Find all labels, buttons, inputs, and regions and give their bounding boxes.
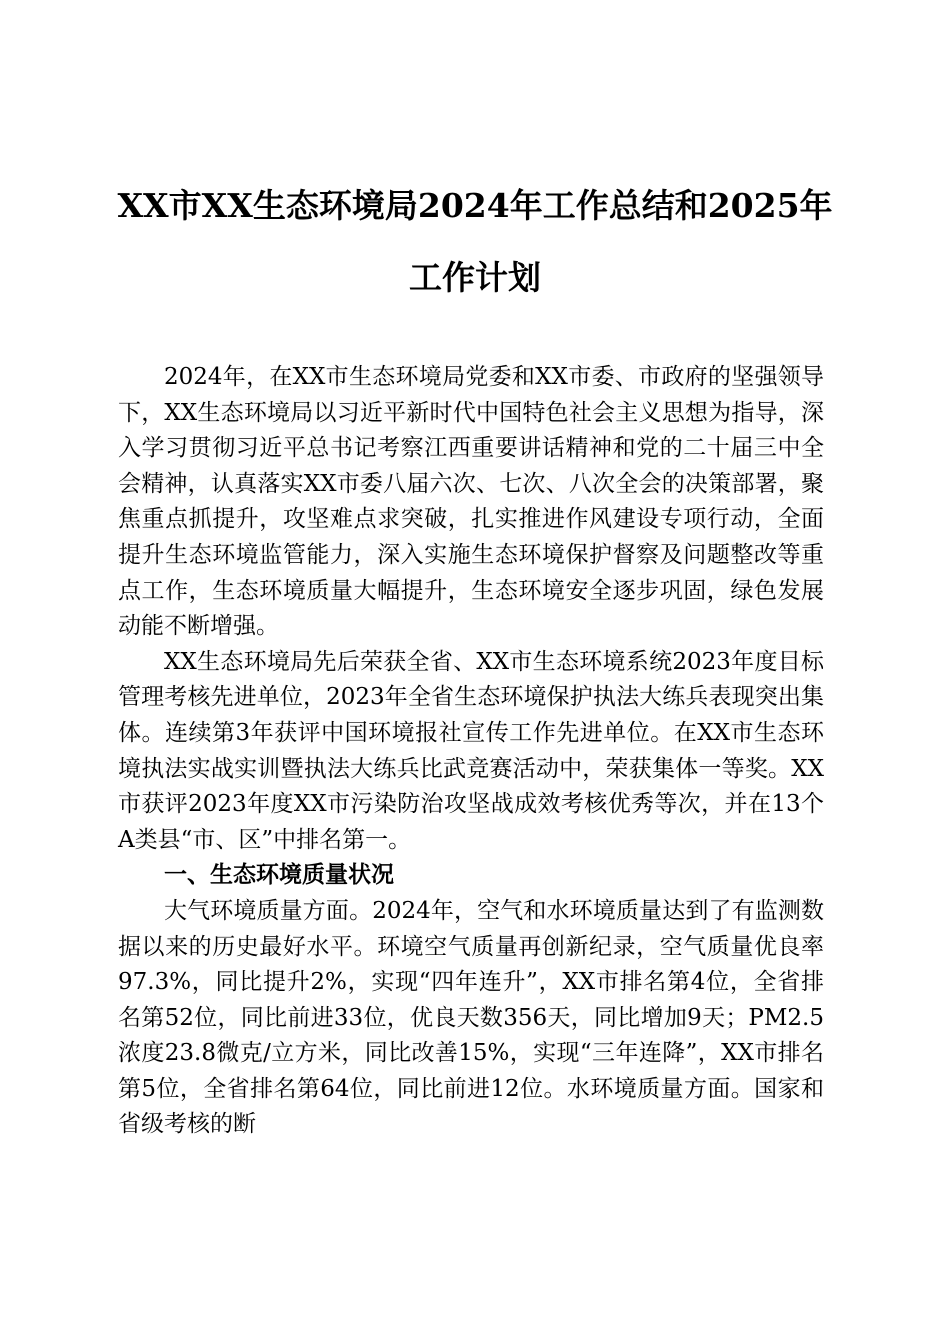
paragraph-intro: 2024年，在XX市生态环境局党委和XX市委、市政府的坚强领导下，XX生态环境局以习近平新时代中国特色社会主义思想为指导，深入学习贯彻习近平总书记考察江西重要讲话精神和党的二十届三中全会精神，认真落实XX市委八届六次、七次、八次全会的决策部署，聚焦重点抓提升，攻坚难点求突破，扎实推进作风建设专项行动，全面提升生态环境监管能力，深入实施生态环境保护督察及问题整改等重点工作，生态环境质量大幅提升，生态环境安全逐步巩固，绿色发展动能不断增强。 xyxy=(118,364,824,640)
section-heading-environment-quality: 一、生态环境质量状况 xyxy=(164,862,394,889)
document-body xyxy=(118,360,824,1143)
paragraph-air-quality: 大气环境质量方面。2024年，空气和水环境质量达到了有监测数据以来的历史最好水平。环境空气质量再创新纪录，空气质量优良率97.3%，同比提升2%，实现“四年连升”，XX市排名第4位，全省排名第52位，同比前进33位，优良天数356天，同比增加9天；PM2.5浓度23.8微克/立方米，同比改善15%，实现“三年连降”，XX市排名第5位，全省排名第64位，同比前进12位。水环境质量方面。国家和省级考核的断 xyxy=(118,897,824,1138)
paragraph-honors: XX生态环境局先后荣获全省、XX市生态环境系统2023年度目标管理考核先进单位，2023年全省生态环境保护执法大练兵表现突出集体。连续第3年获评中国环境报社宣传工作先进单位。在XX市生态环境执法实战实训暨执法大练兵比武竞赛活动中，荣获集体一等奖。XX市获评2023年度XX市污染防治攻坚战成效考核优秀等次，并在13个A类县“市、区”中排名第一。 xyxy=(118,648,824,853)
document-title: XX市XX生态环境局2024年工作总结和2025年工作计划 xyxy=(117,186,833,297)
